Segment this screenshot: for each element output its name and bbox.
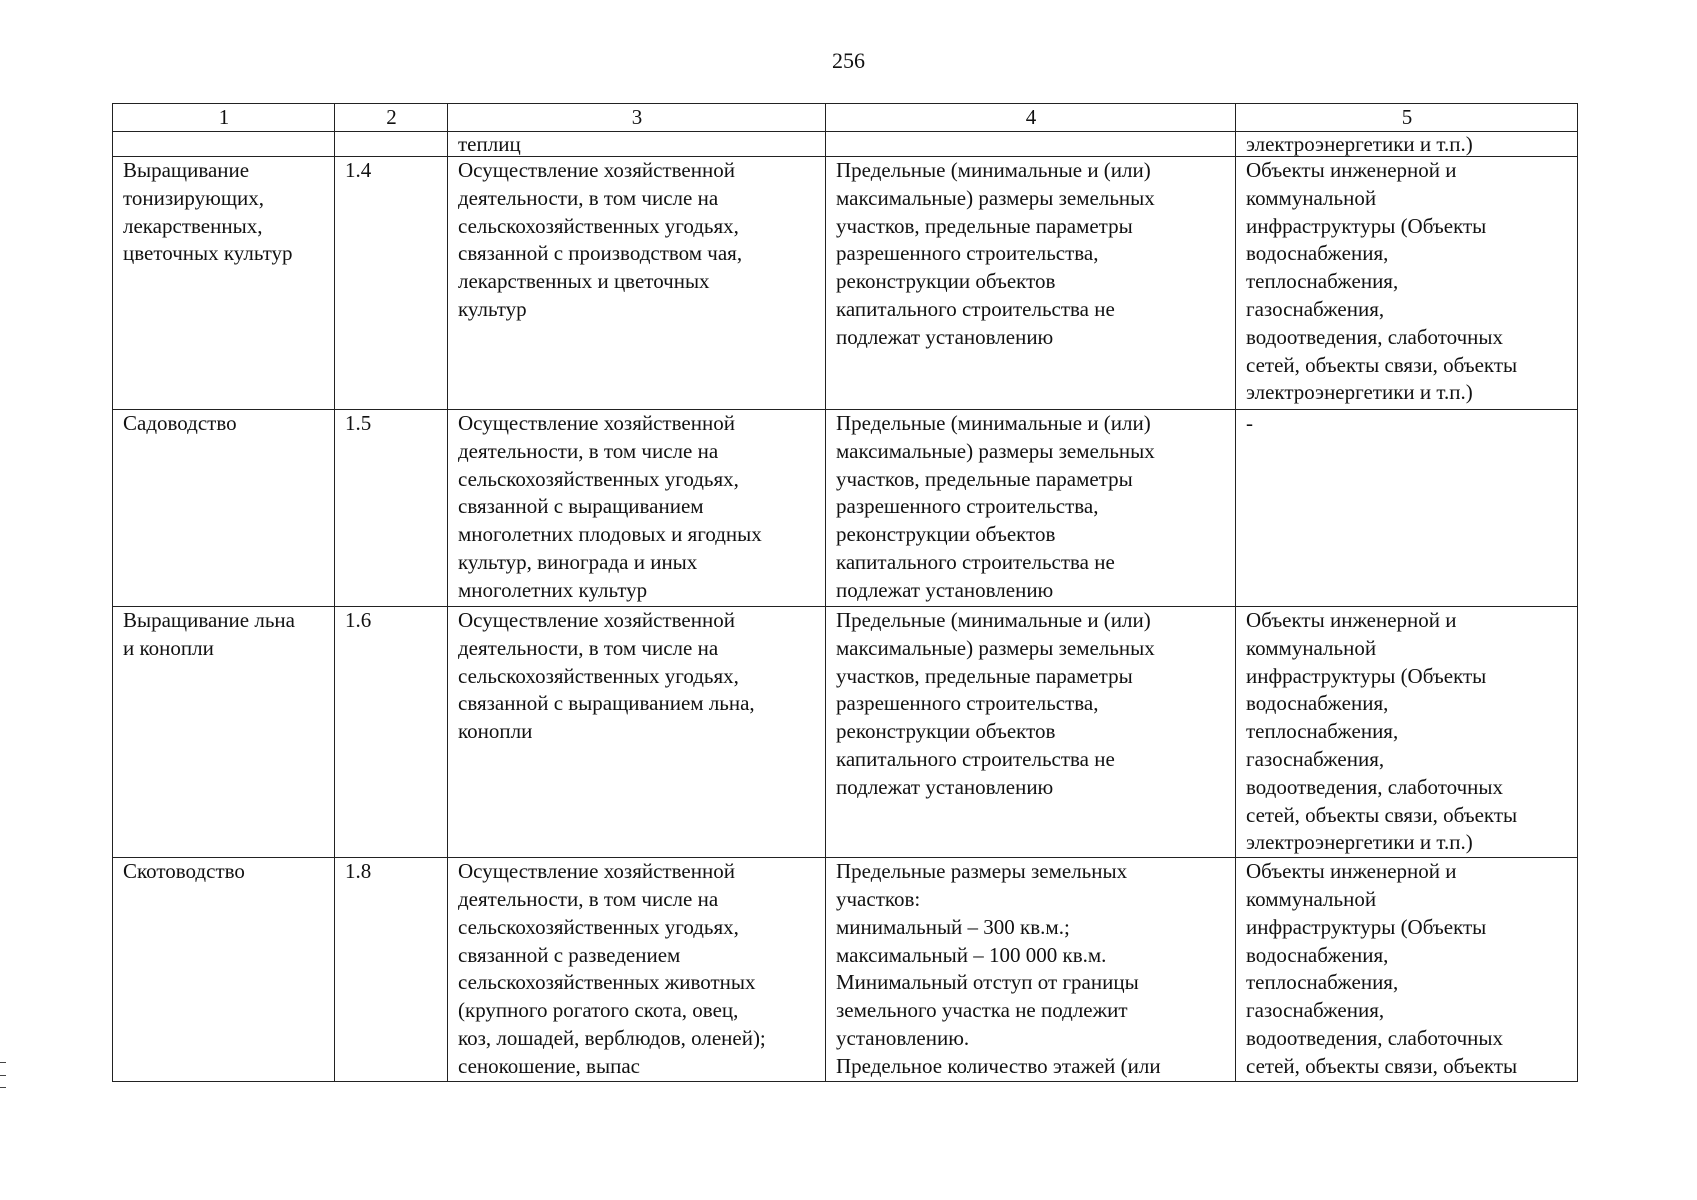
code-cell: 1.8: [335, 858, 448, 1081]
column-header: 1: [113, 104, 335, 132]
use-type-cell: Скотоводство: [113, 858, 335, 1081]
column-number-row: [113, 104, 1578, 132]
table-cell: [335, 132, 448, 157]
code-cell: 1.5: [335, 410, 448, 607]
continuation-row: [113, 132, 1578, 157]
column-header: 4: [826, 104, 1236, 132]
description-cell: Осуществление хозяйственной деятельности, в том числе на сельскохозяйственных угодьях, связанной с производством чая, лекарственных и цветочных культур: [448, 157, 826, 410]
table-row: [113, 607, 1578, 858]
use-type-cell: Выращивание тонизирующих, лекарственных, цветочных культур: [113, 157, 335, 410]
table-cell: [113, 132, 335, 157]
table-cell: электроэнергетики и т.п.): [1236, 132, 1578, 157]
land-use-table: [112, 103, 1578, 1082]
scan-mark: [0, 1087, 6, 1088]
use-type-cell: Садоводство: [113, 410, 335, 607]
auxiliary-objects-cell: Объекты инженерной и коммунальной инфраструктуры (Объекты водоснабжения, теплоснабжения, газоснабжения, водоотведения, слаботочных сетей, объекты связи, объекты: [1236, 858, 1578, 1081]
code-cell: 1.6: [335, 607, 448, 858]
column-header: 2: [335, 104, 448, 132]
code-cell: 1.4: [335, 157, 448, 410]
auxiliary-objects-cell: Объекты инженерной и коммунальной инфраструктуры (Объекты водоснабжения, теплоснабжения, газоснабжения, водоотведения, слаботочных сетей, объекты связи, объекты электроэнергетики и т.п.): [1236, 607, 1578, 858]
auxiliary-objects-cell: Объекты инженерной и коммунальной инфраструктуры (Объекты водоснабжения, теплоснабжения, газоснабжения, водоотведения, слаботочных сетей, объекты связи, объекты электроэнергетики и т.п.): [1236, 157, 1578, 410]
scan-mark: [0, 1062, 6, 1063]
scan-mark: [0, 1075, 6, 1076]
parameters-cell: Предельные размеры земельных участков: минимальный – 300 кв.м.; максимальный – 100 000 кв.м. Минимальный отступ от границы земельного участка не подлежит установлению. Предельное количество этажей (или: [826, 858, 1236, 1081]
description-cell: Осуществление хозяйственной деятельности, в том числе на сельскохозяйственных угодьях, связанной с разведением сельскохозяйственных животных (крупного рогатого скота, овец, коз, лошадей, верблюдов, оленей); сенокошение, выпас: [448, 858, 826, 1081]
parameters-cell: Предельные (минимальные и (или) максимальные) размеры земельных участков, предельные параметры разрешенного строительства, реконструкции объектов капитального строительства не подлежат установлению: [826, 410, 1236, 607]
table-cell: теплиц: [448, 132, 826, 157]
table-cell: [826, 132, 1236, 157]
parameters-cell: Предельные (минимальные и (или) максимальные) размеры земельных участков, предельные параметры разрешенного строительства, реконструкции объектов капитального строительства не подлежат установлению: [826, 157, 1236, 410]
table-row: [113, 858, 1578, 1081]
column-header: 5: [1236, 104, 1578, 132]
column-header: 3: [448, 104, 826, 132]
table-row: [113, 157, 1578, 410]
description-cell: Осуществление хозяйственной деятельности, в том числе на сельскохозяйственных угодьях, связанной с выращиванием многолетних плодовых и ягодных культур, винограда и иных многолетних культур: [448, 410, 826, 607]
use-type-cell: Выращивание льна и конопли: [113, 607, 335, 858]
parameters-cell: Предельные (минимальные и (или) максимальные) размеры земельных участков, предельные параметры разрешенного строительства, реконструкции объектов капитального строительства не подлежат установлению: [826, 607, 1236, 858]
table-row: [113, 410, 1578, 607]
auxiliary-objects-cell: -: [1236, 410, 1578, 607]
page-number: 256: [832, 48, 865, 73]
description-cell: Осуществление хозяйственной деятельности, в том числе на сельскохозяйственных угодьях, связанной с выращиванием льна, конопли: [448, 607, 826, 858]
